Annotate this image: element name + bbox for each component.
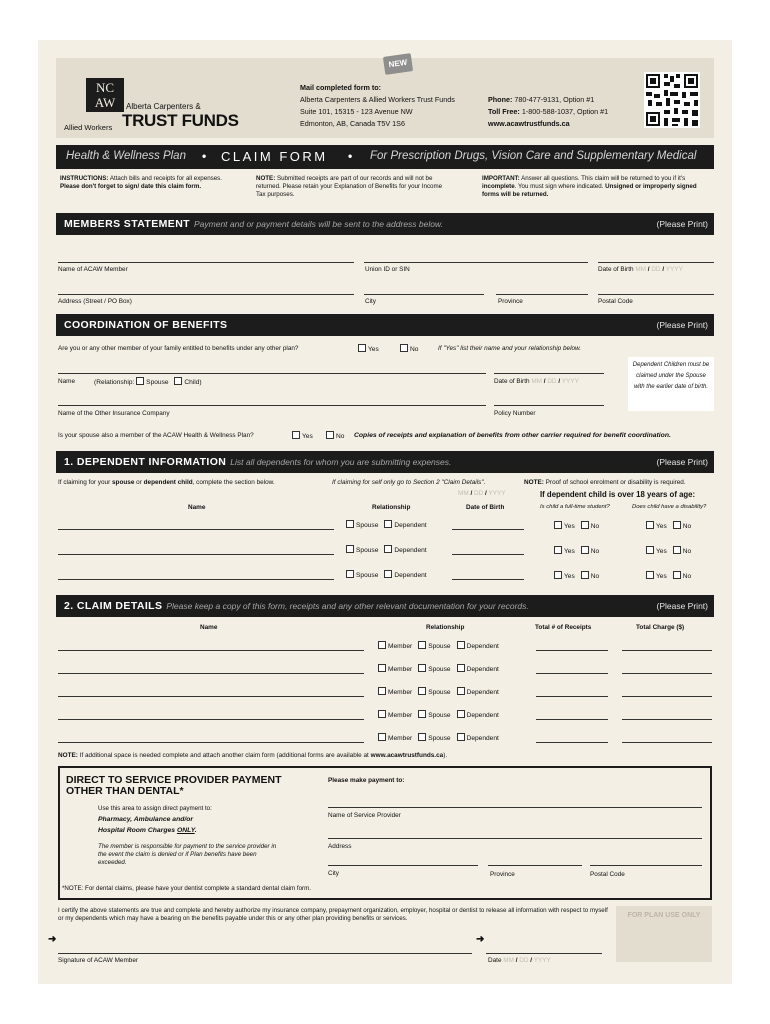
disability-options [646, 521, 691, 530]
form-title: CLAIM FORM [221, 149, 328, 164]
other-plan-question: Are you or any other member of your family entitled to benefits under any other plan? [58, 345, 299, 352]
spouse-label: Spouse [356, 522, 379, 529]
please-print: (Please Print) [656, 219, 708, 229]
dob-yyyy: YYYY [665, 266, 683, 273]
note-block [256, 175, 448, 198]
note-label: NOTE: [256, 175, 276, 182]
claim-col-receipts: Total # of Receipts [535, 624, 592, 631]
spouse-member-question: Is your spouse also a member of the ACAW Health & Wellness Plan? [58, 432, 254, 439]
phone-line [488, 94, 658, 106]
total-charge-field[interactable] [622, 650, 712, 651]
union-id-label: Union ID or SIN [365, 266, 410, 273]
spouse-checkbox[interactable] [346, 520, 354, 528]
spouse-checkbox[interactable] [418, 641, 426, 649]
title-left: Health & Wellness Plan [66, 150, 186, 162]
total-charge-field[interactable] [622, 696, 712, 697]
dob-dd: DD [651, 266, 661, 273]
claim-relationship [378, 687, 499, 696]
provider-name-field[interactable] [328, 807, 702, 808]
dob-mm: MM [635, 266, 646, 273]
dependent-dob-field[interactable] [452, 579, 524, 580]
claim-col-charge: Total Charge ($) [636, 624, 685, 631]
dep-col-dob: Date of Birth [466, 504, 505, 511]
direct-payment-title: DIRECT TO SERVICE PROVIDER PAYMENT OTHER THAN DENTAL* [66, 774, 282, 797]
postal-code-label: Postal Code [598, 298, 633, 305]
dep-dob-hint: MM / DD / YYYY [458, 490, 506, 497]
logo [64, 78, 244, 130]
disability-options [646, 546, 691, 555]
city-field[interactable] [364, 294, 484, 295]
other-insurance-field[interactable] [58, 405, 486, 406]
intro-c: or [136, 479, 142, 486]
important-label: IMPORTANT: [482, 175, 520, 182]
total-charge-field[interactable] [622, 742, 712, 743]
dependent-checkbox[interactable] [384, 570, 392, 578]
please-print: (Please Print) [656, 601, 708, 611]
spouse-label: Spouse [428, 689, 451, 696]
member-label: Member [388, 643, 413, 650]
dob-yyyy: YYYY [533, 957, 551, 964]
dependent-bar-subtitle: List all dependents for whom you are submitting expenses. [230, 457, 452, 467]
proof-note [524, 479, 686, 486]
dependent-label: Dependent [466, 643, 499, 650]
dob-label: Date of Birth [598, 266, 634, 273]
member-label: Member [388, 712, 413, 719]
yes-label: Yes [656, 548, 667, 555]
spouse-checkbox[interactable] [346, 545, 354, 553]
provider-address-label: Address [328, 843, 352, 850]
no-label: No [682, 523, 692, 530]
other-insurance-label: Name of the Other Insurance Company [58, 410, 170, 417]
relationship-label: (Relationship: [94, 379, 135, 386]
union-id-field[interactable] [364, 262, 588, 263]
student-no-checkbox[interactable] [581, 546, 589, 554]
spouse-label: Spouse [428, 666, 451, 673]
signature-date-label: Date MM / DD / YYYY [488, 957, 551, 964]
member-label: Member [388, 689, 413, 696]
total-charge-field[interactable] [622, 719, 712, 720]
no-label: No [682, 548, 692, 555]
disability-no-checkbox[interactable] [673, 546, 681, 554]
cob-dob-field[interactable] [494, 373, 604, 374]
spouse-member-yes[interactable] [292, 431, 313, 440]
claim-bar-label: 2. CLAIM DETAILS [64, 600, 163, 612]
members-bar-label: MEMBERS STATEMENT [64, 218, 190, 230]
postal-code-field[interactable] [598, 294, 714, 295]
child-checkbox[interactable] [174, 377, 182, 385]
intro-d: dependent child [143, 479, 193, 486]
dob-yyyy: YYYY [488, 490, 506, 497]
tollfree-label: Toll Free: [488, 107, 520, 116]
note-text: Submitted receipts are part of our records and will not be returned. Please retain your Explanation of Benefits for your Income Tax purposes. [256, 175, 443, 198]
full-time-student-question: Is child a full-time student? [540, 504, 610, 510]
important-bold-2: Unsigned or improperly signed forms will be returned. [482, 182, 697, 198]
cob-name-label: Name [58, 378, 76, 385]
claim-relationship [378, 733, 499, 742]
spouse-checkbox[interactable] [418, 710, 426, 718]
members-statement-title [64, 218, 443, 230]
checkbox[interactable] [292, 431, 300, 439]
dob-dd: DD [519, 957, 529, 964]
direct-responsible: The member is responsible for payment to the service provider in the event the claim is denied or if Plan benefits have been exceeded. [98, 843, 277, 866]
logo-mark: NC AW [86, 78, 124, 112]
member-checkbox[interactable] [378, 664, 386, 672]
member-checkbox[interactable] [378, 687, 386, 695]
add-note-url[interactable]: www.acawtrustfunds.ca [370, 752, 444, 759]
student-yes-checkbox[interactable] [554, 546, 562, 554]
mail-title: Mail completed form to: [300, 83, 382, 92]
dependent-label: Dependent [466, 689, 499, 696]
student-no-checkbox[interactable] [581, 571, 589, 579]
spouse-label: Spouse [428, 712, 451, 719]
signature-label: Signature of ACAW Member [58, 957, 139, 964]
total-charge-field[interactable] [622, 673, 712, 674]
no-label: No [590, 523, 600, 530]
title-dot-2: • [348, 149, 353, 163]
please-print: (Please Print) [656, 320, 708, 330]
member-label: Member [388, 666, 413, 673]
logo-trust-funds: TRUST FUNDS [122, 111, 239, 130]
checkbox[interactable] [326, 431, 334, 439]
yes-label: Yes [564, 523, 575, 530]
qr-code-icon [644, 72, 700, 128]
claim-bar-subtitle: Please keep a copy of this form, receipts and any other relevant documentation for your records. [166, 601, 529, 611]
city-label: City [365, 298, 377, 305]
dob-dd: DD [474, 490, 484, 497]
disability-yes-checkbox[interactable] [646, 521, 654, 529]
logo-line2: Allied Workers [64, 123, 113, 132]
dependent-checkbox[interactable] [384, 545, 392, 553]
intro-a: If claiming for your [58, 479, 111, 486]
dependent-checkbox[interactable] [457, 687, 465, 695]
no-label: No [590, 548, 600, 555]
dob-yyyy: YYYY [561, 378, 579, 385]
direct-hospital: Hospital Room Charges ONLY. [98, 827, 197, 834]
total-receipts-field[interactable] [536, 696, 608, 697]
important-block [482, 175, 710, 198]
member-dob-field[interactable] [598, 262, 714, 263]
spouse-label: Spouse [428, 735, 451, 742]
spouse-checkbox[interactable] [418, 687, 426, 695]
please-print: (Please Print) [656, 457, 708, 467]
provider-postal-field[interactable] [590, 865, 702, 866]
add-note-text: If additional space is needed complete and attach another claim form (additional forms are available at [79, 752, 369, 759]
checkbox[interactable] [358, 344, 366, 352]
over-18-heading: If dependent child is over 18 years of age: [540, 490, 696, 499]
dependent-relationship [346, 570, 427, 579]
only-text: ONLY [176, 827, 195, 834]
mailing-address [300, 82, 500, 130]
pay-to-label: Please make payment to: [328, 777, 405, 784]
tollfree-line [488, 106, 658, 118]
student-options [554, 571, 599, 580]
dependent-checkbox[interactable] [457, 733, 465, 741]
disability-yes-checkbox[interactable] [646, 571, 654, 579]
address-field[interactable] [58, 294, 354, 295]
instructions-text: Attach bills and receipts for all expenses. [109, 175, 222, 182]
claim-name-field[interactable] [58, 696, 364, 697]
add-note-label: NOTE: [58, 752, 78, 759]
province-label: Province [498, 298, 523, 305]
dependent-label: Dependent [394, 522, 427, 529]
spouse-label: Spouse [428, 643, 451, 650]
total-receipts-field[interactable] [536, 650, 608, 651]
no-label: No [336, 433, 345, 440]
address-label: Address (Street / PO Box) [58, 298, 132, 305]
date-field[interactable] [486, 953, 602, 954]
member-checkbox[interactable] [378, 641, 386, 649]
member-label: Member [388, 735, 413, 742]
proof-note-text: Proof of school enrolment or disability is required. [545, 479, 686, 486]
date-label: Date [488, 957, 502, 964]
title-right: For Prescription Drugs, Vision Care and Supplementary Medical [370, 150, 697, 162]
title-bar [56, 145, 714, 169]
spouse-checkbox[interactable] [136, 377, 144, 385]
dependent-label: Dependent [394, 572, 427, 579]
direct-use-area: Use this area to assign direct payment to: [98, 805, 212, 812]
child-label: Child) [184, 379, 202, 386]
dependent-dob-field[interactable] [452, 554, 524, 555]
dep-col-name: Name [188, 504, 206, 511]
claim-name-field[interactable] [58, 650, 364, 651]
policy-number-field[interactable] [494, 405, 604, 406]
instructions-block [60, 175, 230, 191]
dob-mm: MM [503, 957, 514, 964]
member-checkbox[interactable] [378, 710, 386, 718]
yes-label: Yes [368, 346, 379, 353]
dependent-checkbox[interactable] [457, 641, 465, 649]
spouse-label: Spouse [356, 572, 379, 579]
claim-name-field[interactable] [58, 742, 364, 743]
disability-no-checkbox[interactable] [673, 571, 681, 579]
claim-relationship [378, 664, 499, 673]
cob-name-field[interactable] [58, 373, 486, 374]
dob-mm: MM [531, 378, 542, 385]
instructions-label: INSTRUCTIONS: [60, 175, 109, 182]
provider-address-field[interactable] [328, 838, 702, 839]
dependent-label: Dependent [466, 666, 499, 673]
mail-line-1: Alberta Carpenters & Allied Workers Trust Funds [300, 95, 455, 104]
member-name-field[interactable] [58, 262, 354, 263]
coordination-bar [56, 314, 714, 336]
for-plan-use-only: FOR PLAN USE ONLY [616, 906, 712, 962]
tollfree-number: 1-800-588-1037, Option #1 [521, 107, 609, 116]
provider-name-label: Name of Service Provider [328, 812, 401, 819]
mail-line-2: Suite 101, 15315 - 123 Avenue NW [300, 107, 413, 116]
direct-pharmacy: Pharmacy, Ambulance and/or [98, 816, 194, 823]
dependent-name-field[interactable] [58, 554, 334, 555]
student-yes-checkbox[interactable] [554, 571, 562, 579]
important-text-2: . You must sign where indicated. [514, 182, 604, 190]
province-field[interactable] [496, 294, 588, 295]
certification-text: I certify the above statements are true and complete and hereby authorize my insurance company, prepayment organization, employer, hospital or dentist to release all information with respect to myself or my dependents which may have a bearing on the benefits payable under this or any other plan providing benefits or services. [58, 907, 608, 922]
dependent-intro [58, 479, 275, 486]
phone-number: 780-477-9131, Option #1 [514, 95, 595, 104]
spouse-checkbox[interactable] [418, 733, 426, 741]
dependent-info-bar [56, 451, 714, 473]
dependent-info-title [64, 456, 451, 468]
spouse-checkbox[interactable] [346, 570, 354, 578]
claim-details-bar [56, 595, 714, 617]
members-statement-bar [56, 213, 714, 235]
contact-info [488, 94, 658, 130]
dob-dd: DD [547, 378, 557, 385]
cob-relationship [94, 377, 202, 386]
dependent-checkbox[interactable] [384, 520, 392, 528]
intro-b: spouse [112, 479, 135, 486]
dependent-bar-label: 1. DEPENDENT INFORMATION [64, 456, 227, 468]
yes-label: Yes [564, 548, 575, 555]
claim-col-name: Name [200, 624, 218, 631]
no-label: No [410, 346, 419, 353]
dependent-name-field[interactable] [58, 579, 334, 580]
dob-label: Date of Birth [494, 378, 530, 385]
dependent-children-note: Dependent Children must be claimed under the Spouse with the earlier date of birth. [628, 357, 714, 411]
disability-no-checkbox[interactable] [673, 521, 681, 529]
dependent-label: Dependent [466, 735, 499, 742]
cob-dob-label: Date of Birth MM / DD / YYYY [494, 378, 579, 385]
total-receipts-field[interactable] [536, 719, 608, 720]
members-bar-subtitle: Payment and or payment details will be sent to the address below. [194, 219, 444, 229]
no-label: No [590, 573, 600, 580]
mail-line-3: Edmonton, AB, Canada T5V 1S6 [300, 119, 405, 128]
signature-arrow-icon: ➜ [48, 934, 57, 945]
claim-name-field[interactable] [58, 719, 364, 720]
date-arrow-icon: ➜ [476, 934, 485, 945]
yes-label: Yes [302, 433, 313, 440]
provider-province-field[interactable] [488, 865, 582, 866]
dependent-label: Dependent [394, 547, 427, 554]
student-options [554, 546, 599, 555]
proof-note-label: NOTE: [524, 479, 544, 486]
disability-question: Does child have a disability? [632, 504, 707, 510]
disability-options [646, 571, 691, 580]
yes-label: Yes [564, 573, 575, 580]
logo-line1: Alberta Carpenters & [126, 102, 201, 111]
claim-col-relationship: Relationship [426, 624, 465, 631]
dep-col-relationship: Relationship [372, 504, 411, 511]
dependent-checkbox[interactable] [457, 710, 465, 718]
total-receipts-field[interactable] [536, 742, 608, 743]
instructions-bold: Please don't forget to sign/ date this claim form. [60, 182, 202, 190]
claim-relationship [378, 641, 499, 650]
dental-footnote: *NOTE: For dental claims, please have your dentist complete a standard dental claim form. [62, 885, 311, 892]
self-only-note: If claiming for self only go to Section 2 "Claim Details". [332, 479, 486, 486]
member-dob-label: Date of Birth MM / DD / YYYY [598, 266, 683, 273]
policy-number-label: Policy Number [494, 410, 536, 417]
member-name-label: Name of ACAW Member [58, 266, 128, 273]
yes-label: Yes [656, 523, 667, 530]
disability-yes-checkbox[interactable] [646, 546, 654, 554]
spouse-member-no[interactable] [326, 431, 344, 440]
title-dot-1: • [202, 149, 207, 163]
member-checkbox[interactable] [378, 733, 386, 741]
dependent-dob-field[interactable] [452, 529, 524, 530]
claim-name-field[interactable] [58, 673, 364, 674]
other-plan-yes[interactable] [358, 344, 379, 353]
student-yes-checkbox[interactable] [554, 521, 562, 529]
student-options [554, 521, 599, 530]
student-no-checkbox[interactable] [581, 521, 589, 529]
yes-label: Yes [656, 573, 667, 580]
spouse-checkbox[interactable] [418, 664, 426, 672]
provider-postal-label: Postal Code [590, 871, 625, 878]
important-text-1: Answer all questions. This claim will be returned to you if it's [521, 175, 686, 182]
website-link[interactable]: www.acawtrustfunds.ca [488, 119, 570, 128]
dob-mm: MM [458, 490, 469, 497]
total-receipts-field[interactable] [536, 673, 608, 674]
add-note-end: ). [443, 752, 448, 759]
dependent-name-field[interactable] [58, 529, 334, 530]
additional-space-note [58, 752, 447, 759]
provider-city-label: City [328, 870, 340, 877]
new-badge: NEW [383, 53, 413, 75]
dependent-relationship [346, 545, 427, 554]
other-plan-no[interactable] [400, 344, 418, 353]
provider-province-label: Province [490, 871, 515, 878]
checkbox[interactable] [400, 344, 408, 352]
coordination-title: COORDINATION OF BENEFITS [64, 319, 228, 331]
claim-form-page [38, 40, 732, 984]
spouse-label: Spouse [356, 547, 379, 554]
no-label: No [682, 573, 692, 580]
spouse-label: Spouse [146, 379, 169, 386]
other-plan-hint: If "Yes" list their name and your relationship below. [438, 345, 582, 352]
coordination-copies-note: Copies of receipts and explanation of benefits from other carrier required for benefit coordination. [354, 432, 671, 439]
claim-details-title [64, 600, 529, 612]
claim-relationship [378, 710, 499, 719]
intro-e: , complete the section below. [192, 479, 275, 486]
provider-city-field[interactable] [328, 865, 478, 866]
hospital-text: Hospital Room Charges [98, 827, 176, 834]
dependent-checkbox[interactable] [457, 664, 465, 672]
important-bold-1: incomplete [482, 182, 515, 190]
dependent-relationship [346, 520, 427, 529]
phone-label: Phone: [488, 95, 513, 104]
dependent-label: Dependent [466, 712, 499, 719]
signature-field[interactable] [58, 953, 472, 954]
